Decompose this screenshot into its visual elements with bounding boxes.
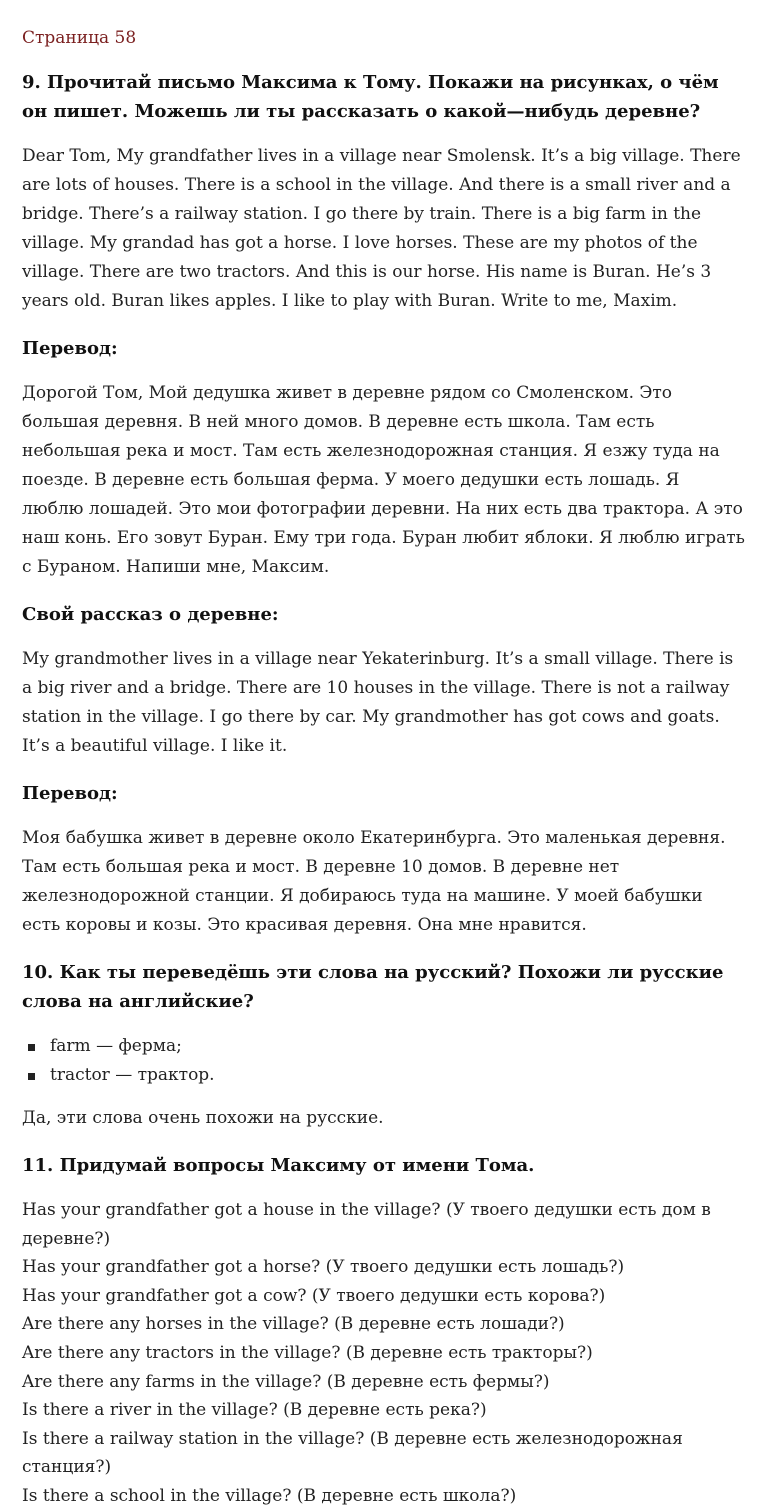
- exercise-9-heading: 9. Прочитай письмо Максима к Тому. Покажи на рисунках, о чём он пишет. Можешь ли ты рассказать о какой—нибудь деревне?: [22, 72, 719, 122]
- exercise-11-heading: 11. Придумай вопросы Максиму от имени Тома.: [22, 1155, 535, 1176]
- letter-translation: Дорогой Том, Мой дедушка живет в деревне рядом со Смоленском. Это большая деревня. В ней много домов. В деревне есть школа. Там есть небольшая река и мост. Там есть железнодорожная станция. Я езжу туда на поезде. В деревне есть большая ферма. У моего дедушки есть лошадь. Я люблю лошадей. Это мои фотографии деревни. На них есть два трактора. А это наш конь. Его зовут Буран. Ему три года. Буран любит яблоки. Я люблю играть с Бураном. Напиши мне, Максим.: [22, 383, 745, 577]
- translation-heading: Перевод:: [22, 338, 118, 359]
- exercise-10-heading: 10. Как ты переведёшь эти слова на русский? Похожи ли русские слова на английские?: [22, 962, 724, 1012]
- question-list: [22, 1196, 746, 1511]
- word-list: [22, 1032, 746, 1090]
- question-item: Are there any horses in the village? (В деревне есть лошади?): [22, 1314, 565, 1335]
- question-item: Is there a railway station in the village? (В деревне есть железнодорожная станция?): [22, 1428, 683, 1478]
- question-item: Is there a river in the village? (В деревне есть река?): [22, 1400, 487, 1421]
- own-story-translation: Моя бабушка живет в деревне около Екатеринбурга. Это маленькая деревня. Там есть большая река и мост. В деревне 10 домов. В деревне нет железнодорожной станции. Я добираюсь туда на машине. У моей бабушки есть коровы и козы. Это красивая деревня. Она мне нравится.: [22, 828, 726, 935]
- own-story-translation-heading: Перевод:: [22, 783, 118, 804]
- list-item: farm — ферма;: [50, 1032, 746, 1061]
- question-item: Has your grandfather got a horse? (У твоего дедушки есть лошадь?): [22, 1257, 625, 1278]
- question-item: Is there a school in the village? (В деревне есть школа?): [22, 1485, 517, 1506]
- question-item: Are there any farms in the village? (В деревне есть фермы?): [22, 1371, 550, 1392]
- own-story-text: My grandmother lives in a village near Yekaterinburg. It’s a small village. There is a big river and a bridge. There are 10 houses in the village. There is not a railway station in the village. I go there by car. My grandmother has got cows and goats. It’s a beautiful village. I like it.: [22, 649, 734, 756]
- letter-text: Dear Tom, My grandfather lives in a village near Smolensk. It’s a big village. There are lots of houses. There is a school in the village. And there is a small river and a bridge. There’s a railway station. I go there by train. There is a big farm in the village. My grandad has got a horse. I love horses. These are my photos of the village. There are two tractors. And this is our horse. His name is Buran. He’s 3 years old. Buran likes apples. I like to play with Buran. Write to me, Maxim.: [22, 146, 741, 311]
- list-item: tractor — трактор.: [50, 1061, 746, 1090]
- question-item: Has your grandfather got a house in the village? (У твоего дедушки есть дом в деревне?): [22, 1200, 711, 1249]
- question-item: Has your grandfather got a cow? (У твоего дедушки есть корова?): [22, 1285, 606, 1306]
- question-item: Are there any tractors in the village? (В деревне есть тракторы?): [22, 1342, 593, 1363]
- page-label: Страница 58: [22, 28, 137, 48]
- own-story-heading: Свой рассказ о деревне:: [22, 604, 279, 625]
- exercise-10-answer: Да, эти слова очень похожи на русские.: [22, 1108, 384, 1128]
